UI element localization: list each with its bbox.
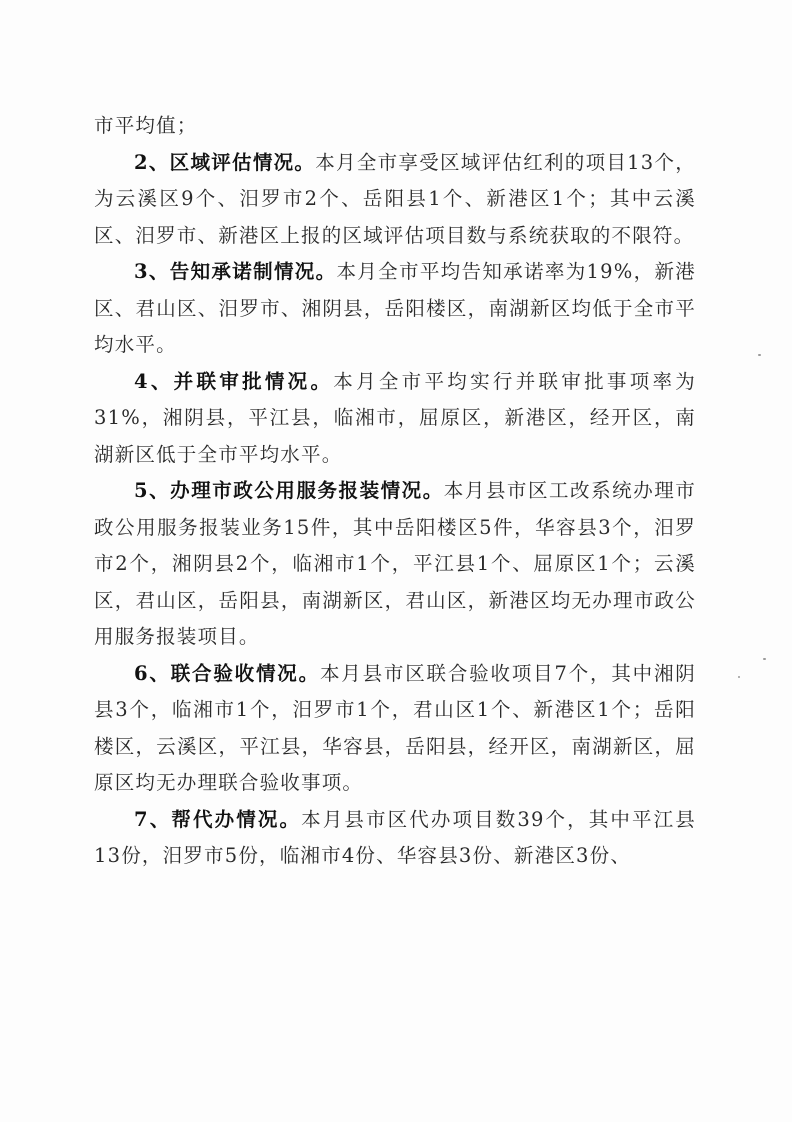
paragraph-regional-assessment bbox=[94, 145, 696, 255]
scan-speck bbox=[758, 354, 761, 356]
paragraph-heading: 2、区域评估情况。 bbox=[134, 150, 316, 174]
paragraph-heading: 4、并联审批情况。 bbox=[134, 369, 334, 393]
scan-speck bbox=[763, 658, 766, 660]
paragraph-public-utility-service bbox=[94, 473, 696, 656]
paragraph-text: 本月全市平均告知承诺率为19%，新港区、君山区、汨罗市、湘阴县，岳阳楼区，南湖新区均低于全市平均水平。 bbox=[94, 260, 696, 356]
scan-speck bbox=[738, 676, 740, 678]
paragraph-text: 本月全市享受区域评估红利的项目13个，为云溪区9个、汨罗市2个、岳阳县1个、新港区1个；其中云溪区、汨罗市、新港区上报的区域评估项目数与系统获取的不限符。 bbox=[94, 150, 696, 247]
paragraph-text: 本月县市区联合验收项目7个，其中湘阴县3个，临湘市1个，汨罗市1个，君山区1个、新港区1个；岳阳楼区，云溪区，平江县，华容县，岳阳县，经开区，南湖新区，屈原区均无办理联合验收事项。 bbox=[94, 661, 696, 794]
paragraph-heading: 5、办理市政公用服务报装情况。 bbox=[134, 479, 444, 502]
document-body bbox=[94, 108, 696, 875]
paragraph-text: 本月全市平均实行并联审批事项率为31%，湘阴县，平江县，临湘市，屈原区，新港区，经开区，南湖新区低于全市平均水平。 bbox=[94, 369, 696, 466]
paragraph-text: 本月县市区代办项目数39个，其中平江县13份，汨罗市5份，临湘市4份、华容县3份、新港区3份、 bbox=[94, 807, 696, 867]
paragraph-joint-acceptance bbox=[94, 656, 696, 802]
paragraph-text: 本月县市区工改系统办理市政公用服务报装业务15件，其中岳阳楼区5件，华容县3个，汨罗市2个，湘阴县2个，临湘市1个，平江县1个、屈原区1个；云溪区，君山区，岳阳县，南湖新区，君山区，新港区均无办理市政公用服务报装项目。 bbox=[94, 479, 696, 648]
paragraph-heading: 7、帮代办情况。 bbox=[134, 807, 302, 831]
paragraph-agency-service bbox=[94, 802, 696, 875]
paragraph-heading: 3、告知承诺制情况。 bbox=[134, 260, 337, 283]
paragraph-notification-commitment bbox=[94, 254, 696, 364]
paragraph-parallel-approval bbox=[94, 364, 696, 474]
paragraph-text: 市平均值； bbox=[94, 114, 198, 137]
paragraph-continuation bbox=[94, 108, 696, 145]
paragraph-heading: 6、联合验收情况。 bbox=[134, 661, 320, 685]
